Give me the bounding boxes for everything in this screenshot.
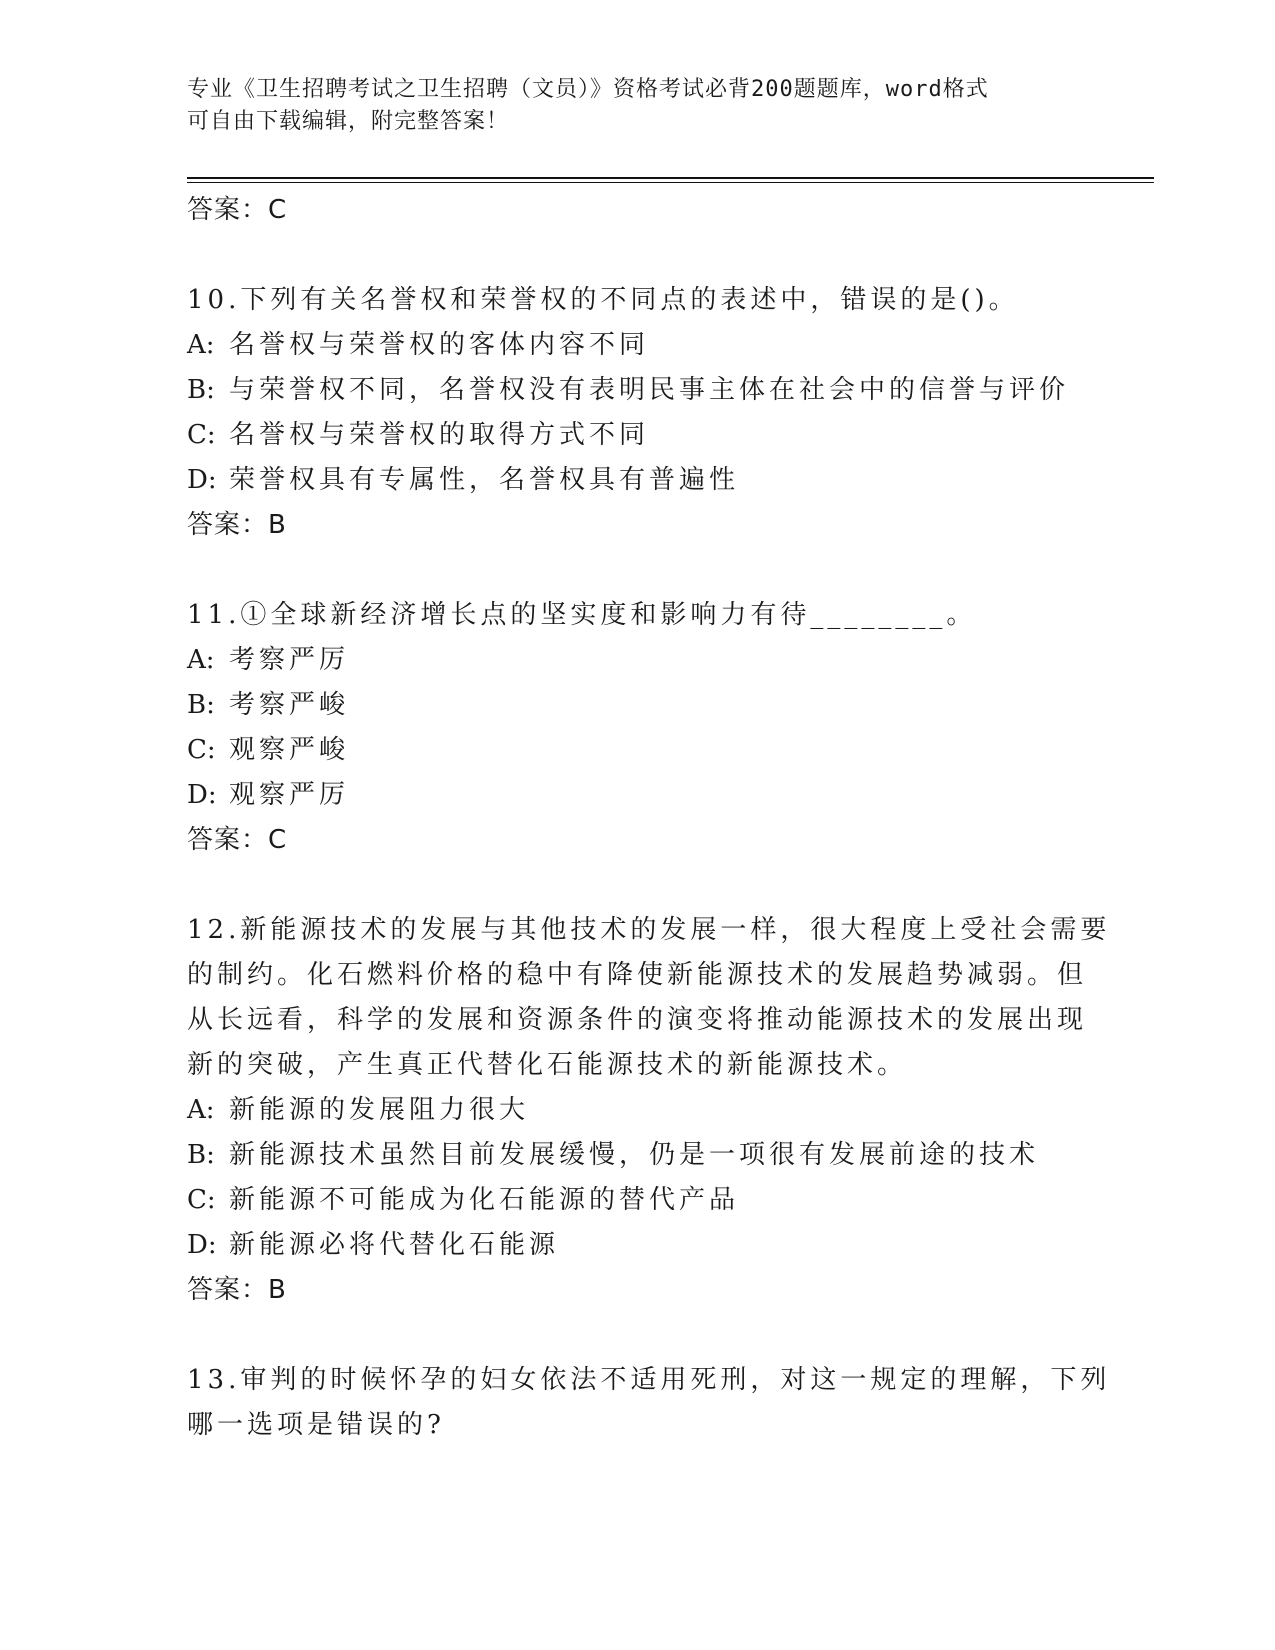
option-d — [187, 1223, 1087, 1268]
option-b — [187, 683, 1087, 728]
option-d — [187, 773, 1087, 818]
option-letter: C: — [187, 420, 216, 450]
option-text: 名誉权与荣誉权的取得方式不同 — [229, 420, 650, 450]
option-letter: C: — [187, 1185, 216, 1215]
option-d — [187, 458, 1087, 503]
option-a — [187, 323, 1087, 368]
option-text: 考察严厉 — [229, 645, 350, 675]
question-stem: 10.下列有关名誉权和荣誉权的不同点的表述中，错误的是()。 — [187, 285, 1019, 315]
option-text: 观察严峻 — [229, 735, 350, 765]
header-divider-thick — [187, 177, 1154, 179]
option-letter: D: — [187, 780, 217, 810]
option-text: 名誉权与荣誉权的客体内容不同 — [229, 330, 650, 360]
option-text: 新能源必将代替化石能源 — [229, 1230, 560, 1260]
question-stem: 13.审判的时候怀孕的妇女依法不适用死刑，对这一规定的理解，下列 — [187, 1365, 1111, 1395]
question-block — [187, 278, 1087, 548]
question-stem: 新的突破，产生真正代替化石能源技术的新能源技术。 — [187, 1050, 908, 1080]
option-letter: A: — [187, 645, 215, 675]
option-letter: B: — [187, 375, 215, 405]
question-stem: 11.①全球新经济增长点的坚实度和影响力有待________。 — [187, 600, 977, 630]
option-a — [187, 1088, 1087, 1133]
header-divider-thin — [187, 182, 1154, 183]
header-line-1: 专业《卫生招聘考试之卫生招聘（文员）》资格考试必背200题题库，word格式 — [187, 77, 989, 102]
question-stem: 的制约。化石燃料价格的稳中有降使新能源技术的发展趋势减弱。但 — [187, 960, 1088, 990]
option-text: 与荣誉权不同，名誉权没有表明民事主体在社会中的信誉与评价 — [229, 375, 1070, 405]
question-block — [187, 1358, 1111, 1448]
answer-line: 答案：C — [187, 195, 288, 225]
question-stem: 哪一选项是错误的? — [187, 1410, 445, 1440]
spacer — [187, 1313, 1087, 1358]
option-letter: D: — [187, 1230, 217, 1260]
option-letter: A: — [187, 330, 215, 360]
option-text: 观察严厉 — [229, 780, 350, 810]
option-text: 新能源不可能成为化石能源的替代产品 — [229, 1185, 740, 1215]
question-block — [187, 908, 1111, 1313]
option-c — [187, 728, 1087, 773]
option-text: 新能源的发展阻力很大 — [229, 1095, 530, 1125]
document-header — [187, 74, 1067, 138]
option-letter: D: — [187, 465, 217, 495]
option-c — [187, 413, 1087, 458]
option-letter: B: — [187, 690, 215, 720]
option-letter: C: — [187, 735, 216, 765]
option-letter: A: — [187, 1095, 215, 1125]
question-stem: 从长远看，科学的发展和资源条件的演变将推动能源技术的发展出现 — [187, 1005, 1088, 1035]
question-stem: 12.新能源技术的发展与其他技术的发展一样，很大程度上受社会需要 — [187, 915, 1111, 945]
option-text: 考察严峻 — [229, 690, 350, 720]
spacer — [187, 233, 1087, 278]
option-b — [187, 1133, 1087, 1178]
header-line-2: 可自由下载编辑，附完整答案！ — [187, 109, 510, 134]
spacer — [187, 863, 1087, 908]
option-text: 新能源技术虽然目前发展缓慢，仍是一项很有发展前途的技术 — [229, 1140, 1040, 1170]
option-letter: B: — [187, 1140, 215, 1170]
question-block — [187, 593, 1087, 863]
option-a — [187, 638, 1087, 683]
option-c — [187, 1178, 1087, 1223]
answer-line: 答案：B — [187, 510, 287, 540]
spacer — [187, 548, 1087, 593]
option-text: 荣誉权具有专属性，名誉权具有普遍性 — [229, 465, 740, 495]
answer-line: 答案：B — [187, 1275, 287, 1305]
answer-line: 答案：C — [187, 825, 288, 855]
question-content — [187, 188, 1111, 1448]
option-b — [187, 368, 1087, 413]
